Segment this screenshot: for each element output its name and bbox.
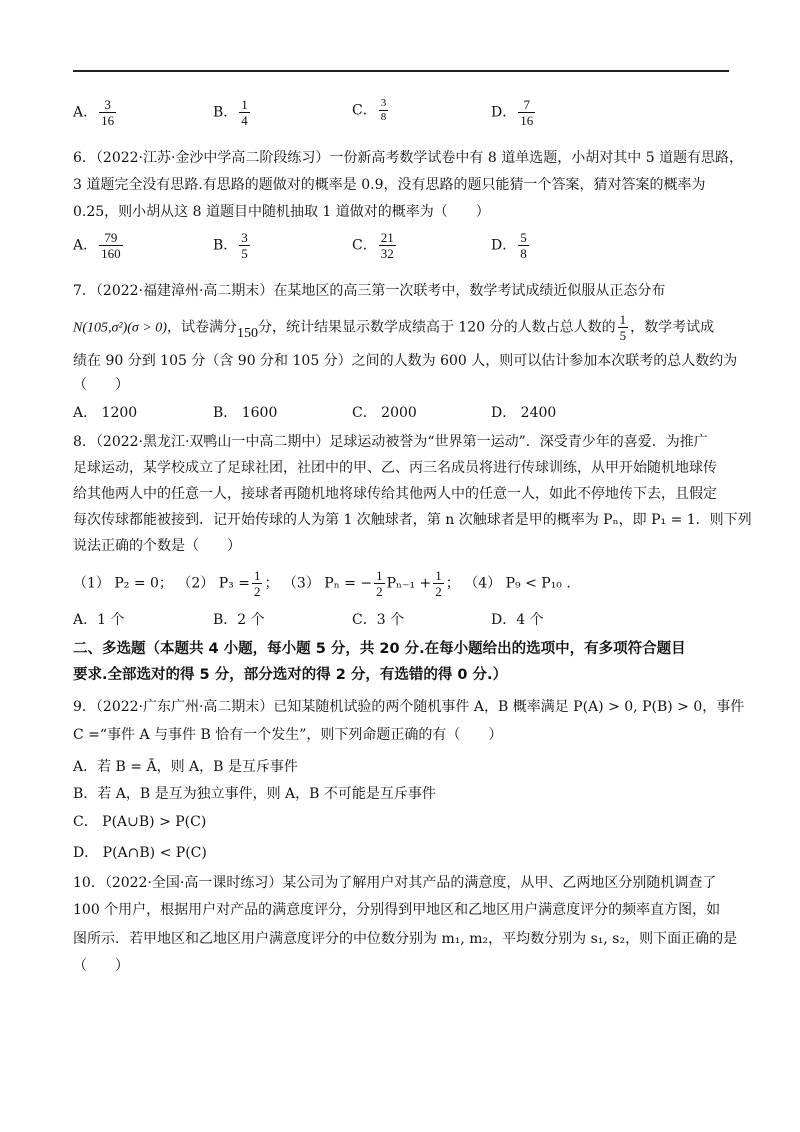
q6-option-c [352,230,398,261]
q8-line-2: 足球运动，某学校成立了足球社团，社团中的甲、乙、丙三名成员将进行传球训练，从甲开始随机地球传 [73,460,717,476]
q8-option-d: D．4 个 [491,612,544,628]
q8-option-b: B．2 个 [213,612,265,628]
fraction-numerator: 1 [619,312,627,327]
fraction [239,97,250,128]
text: ； [264,575,279,592]
text: 分，统计结果显示数学成绩高于 120 分的人数占总人数的 [257,319,616,336]
statement-3: （3） Pₙ = − [282,575,373,592]
q10-line-1: 10．（2022·全国·高一课时练习）某公司为了解用户对其产品的满意度，从甲、乙两地区分别随机调查了 [73,875,717,891]
q7-option-d: D． 2400 [491,405,557,421]
q10-line-4: （ ） [73,958,129,974]
q8-option-a: A．1 个 [73,612,125,628]
fraction-denominator: 5 [619,328,627,343]
fraction [518,97,535,128]
fraction-denominator: 2 [376,584,383,599]
q9-option-c: C． P(A∪B) > P(C) [73,814,207,830]
fraction-denominator: 4 [241,113,248,128]
section-heading-line-2: 要求.全部选对的得 5 分，部分选对的得 2 分，有选错的得 0 分.） [73,667,508,683]
fraction [433,568,444,599]
header-rule [73,70,729,72]
q9-option-a: A．若 B = Ā，则 A，B 是互斥事件 [73,759,298,775]
option-label: A． [73,104,98,121]
fraction-denominator: 2 [435,584,442,599]
fraction-numerator: 1 [253,568,261,583]
q8-line-3: 给其他两人中的任意一人，接球者再随机地将球传给其他两人中的任意一人，如此不停地传下去，且假定 [73,486,717,502]
fraction-numerator: 5 [520,230,527,245]
fraction [99,97,116,128]
normal-distribution-expr: N(105,σ²)(σ > 0) [73,320,167,336]
q7-option-c: C． 2000 [352,405,417,421]
q5-option-d [491,97,537,128]
q7-option-a: A． 1200 [73,405,138,421]
q7-line-3: 绩在 90 分到 105 分（含 90 分和 105 分）之间的人数为 600 人，则可以估计参加本次联考的总人数约为 [73,353,738,369]
fraction [99,230,123,261]
fraction [518,230,529,261]
q8-option-c: C．3 个 [352,612,405,628]
fraction-denominator: 5 [241,246,248,261]
q9-line-1: 9．（2022·广东广州·高二期末）已知某随机试验的两个随机事件 A，B 概率满足 P(A) > 0, P(B) > 0，事件 [73,699,745,715]
fraction-numerator: 1 [241,97,248,112]
q8-line-4: 每次传球都能被接到．记开始传球的人为第 1 次触球者，第 n 次触球者是甲的概率为 Pₙ，即 P₁ = 1．则下列 [73,512,752,528]
q6-line-3: 0.25，则小胡从这 8 道题目中随机抽取 1 道做对的概率为（ ） [73,204,490,220]
statement-4: （4） P₉ < P₁₀ . [464,575,571,592]
text: Pₙ₋₁ + [386,575,432,592]
fraction-denominator: 8 [380,111,387,123]
option-label: D． [491,237,517,254]
fraction-denominator: 16 [520,113,534,128]
option-label: D． [491,104,517,121]
option-label: B． [213,237,238,254]
q6-option-d [491,230,531,261]
fraction-numerator: 3 [380,97,387,109]
q7-line-4: （ ） [73,377,129,393]
fraction [374,568,385,599]
option-label: B． [213,104,238,121]
fraction-denominator: 2 [253,584,261,599]
q8-statements [73,568,571,599]
q5-option-c [352,97,390,124]
q9-line-2: C =“事件 A 与事件 B 恰有一个发生”，则下列命题正确的有（ ） [73,727,503,743]
option-label: C． [352,102,377,119]
fraction-numerator: 1 [376,568,383,583]
fraction-denominator: 160 [101,246,121,261]
fraction-numerator: 1 [435,568,442,583]
q6-line-1: 6．（2022·江苏·金沙中学高二阶段练习）一份新高考数学试卷中有 8 道单选题，小胡对其中 5 道题有思路， [73,150,744,166]
text: ，数学考试成 [630,319,715,336]
option-label: A． [73,237,98,254]
fraction [252,568,263,599]
q9-option-d: D． P(A∩B) < P(C) [73,845,207,861]
fraction-numerator: 3 [99,97,116,113]
q8-line-1: 8．（2022·黑龙江·双鸭山一中高二期中）足球运动被誉为“世界第一运动”．深受青少年的喜爱．为推广 [73,434,708,450]
q10-line-3: 图所示．若甲地区和乙地区用户满意度评分的中位数分别为 m₁, m₂，平均数分别为 s₁, s₂，则下面正确的是 [73,931,738,947]
text: ； [445,575,460,592]
fraction-numerator: 3 [241,230,248,245]
q7-option-b: B． 1600 [213,405,278,421]
q6-option-b [213,230,252,261]
fraction-numerator: 7 [518,97,535,113]
statement-2: （2） P₃ = [177,575,250,592]
fraction-denominator: 8 [520,246,527,261]
option-label: C． [352,237,377,254]
q10-line-2: 100 个用户，根据用户对产品的满意度评分，分别得到甲地区和乙地区用户满意度评分的频率直方图，如 [73,902,721,918]
q6-option-a [73,230,125,261]
fraction [618,312,629,343]
fraction-numerator: 79 [99,230,123,246]
statement-1: （1） P₂ = 0； [73,575,173,592]
fraction [379,97,389,124]
fraction-denominator: 16 [101,113,115,128]
fraction [239,230,250,261]
q5-option-b [213,97,252,128]
q8-line-5: 说法正确的个数是（ ） [73,538,241,554]
q5-option-a [73,97,118,128]
q7-line-2 [73,312,714,343]
fraction-denominator: 32 [380,246,394,261]
q9-option-b: B．若 A，B 是互为独立事件，则 A，B 不可能是互斥事件 [73,786,436,802]
section-heading-line-1: 二、多选题（本题共 4 小题，每小题 5 分，共 20 分.在每小题给出的选项中，有多项符合题目 [73,641,686,657]
fraction [379,230,396,261]
q7-line-1: 7．（2022·福建漳州·高二期末）在某地区的高三第一次联考中，数学考试成绩近似服从正态分布 [73,283,666,299]
q6-line-2: 3 道题完全没有思路.有思路的题做对的概率是 0.9，没有思路的题只能猜一个答案，猜对答案的概率为 [73,177,706,193]
full-score: 150 [236,325,258,341]
fraction-numerator: 21 [380,230,394,245]
text: ，试卷满分 [166,319,237,336]
